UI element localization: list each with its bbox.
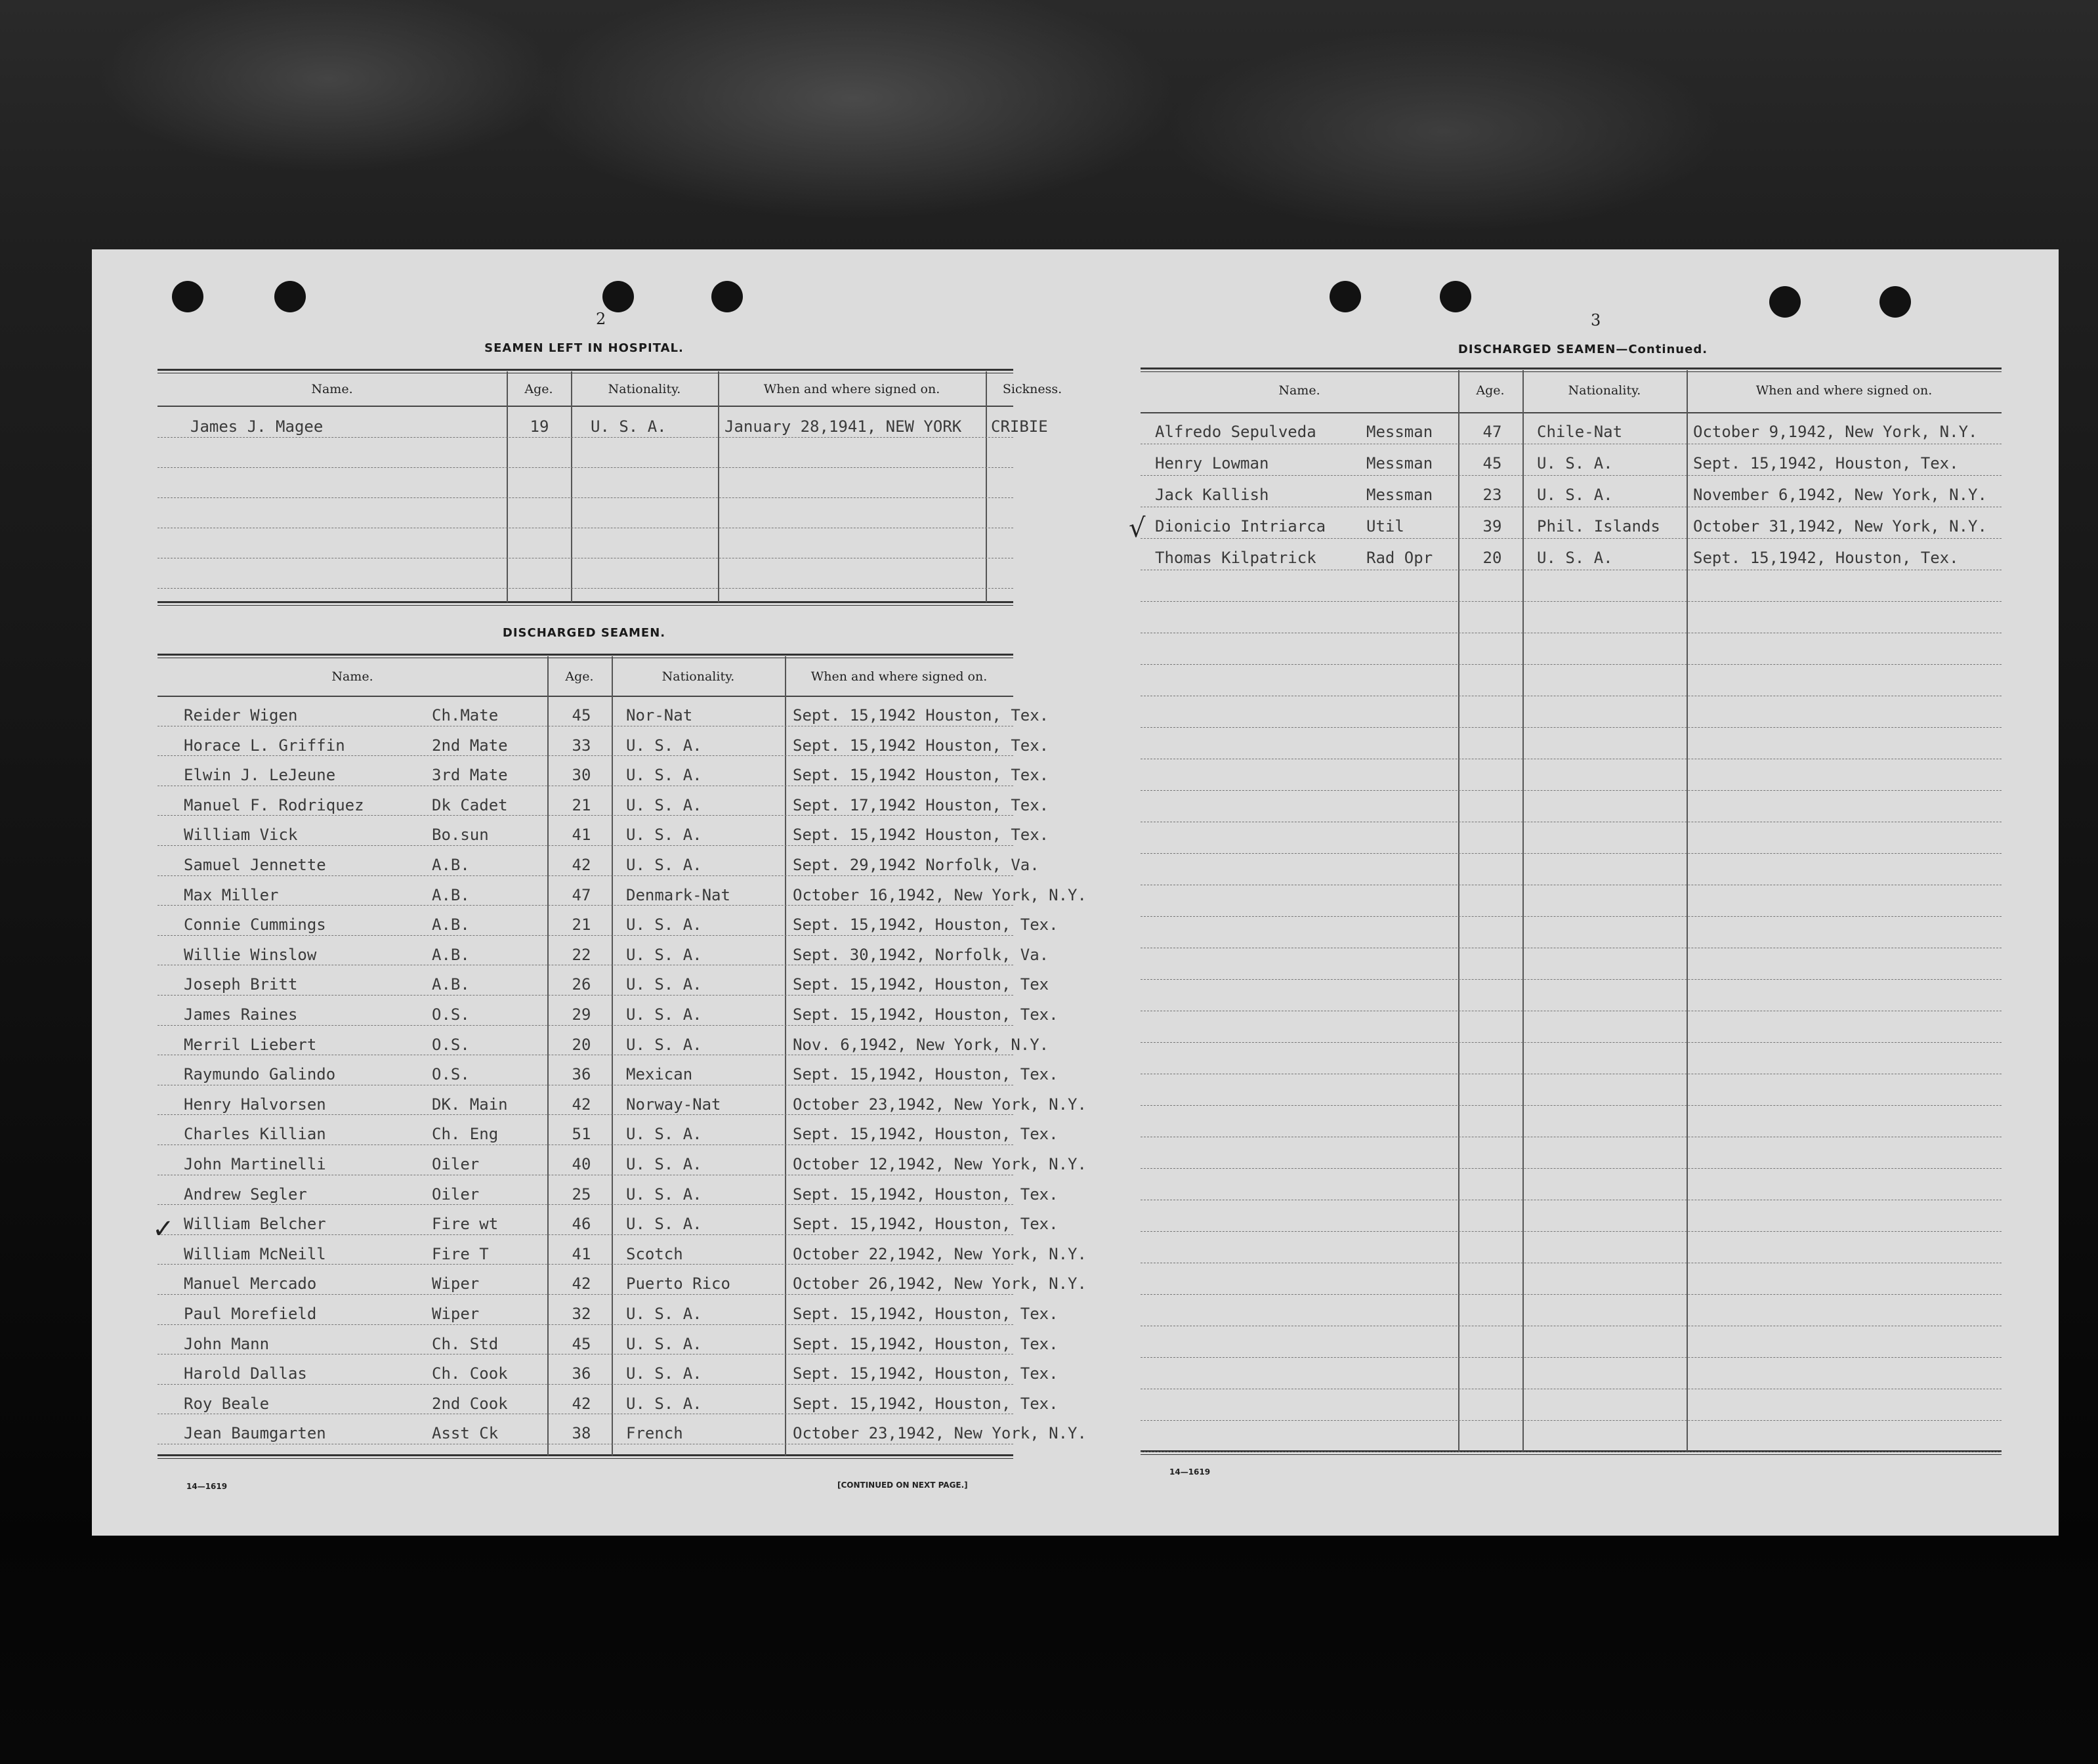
- column-header: When and where signed on.: [810, 669, 988, 684]
- seaman-age: 51: [572, 1125, 591, 1144]
- seaman-rating: Messman: [1366, 423, 1433, 441]
- seaman-rating: Dk Cadet: [432, 795, 508, 814]
- seaman-name: Max Miller: [184, 885, 279, 904]
- table-row: [157, 848, 1039, 877]
- seaman-rating: A.B.: [432, 975, 470, 994]
- punch-hole: [1879, 286, 1911, 318]
- table-row: [157, 1327, 1059, 1356]
- signed-on: Sept. 15,1942, Houston, Tex.: [793, 1215, 1059, 1234]
- seaman-rating: Messman: [1366, 454, 1433, 472]
- row-rule: [1141, 475, 2002, 476]
- table-row: [157, 967, 1049, 996]
- seaman-rating: A.B.: [432, 945, 470, 964]
- seaman-nationality: Phil. Islands: [1537, 517, 1660, 536]
- seaman-rating: Fire wt: [432, 1215, 499, 1234]
- signed-on: October 12,1942, New York, N.Y.: [793, 1155, 1087, 1173]
- column-divider: [718, 371, 719, 602]
- section-title-discharged-continued: DISCHARGED SEAMEN—Continued.: [1458, 343, 1708, 356]
- seaman-name: Jack Kallish: [1155, 486, 1269, 504]
- seaman-rating: Util: [1366, 517, 1404, 536]
- signed-on: October 31,1942, New York, N.Y.: [1693, 517, 1987, 536]
- row-rule: [1141, 601, 2002, 602]
- column-divider: [507, 371, 508, 602]
- check-mark: ✓: [152, 1214, 175, 1244]
- seaman-rating: Asst Ck: [432, 1424, 499, 1443]
- seaman-rating: Wiper: [432, 1305, 480, 1323]
- seaman-name: John Martinelli: [184, 1155, 326, 1173]
- signed-on: Sept. 15,1942 Houston, Tex.: [793, 736, 1049, 755]
- table-row: [157, 1087, 1087, 1116]
- seaman-age: 42: [572, 856, 591, 874]
- column-header: Sickness.: [1002, 382, 1062, 396]
- discharged-continued-table: [1141, 368, 2002, 1452]
- table-row: [157, 938, 1049, 967]
- check-mark: √: [1129, 513, 1146, 543]
- discharged-table: [157, 654, 1087, 1456]
- row-rule: [1141, 1105, 2002, 1106]
- row-rule: [1141, 664, 2002, 665]
- table-top-rule: [157, 654, 1013, 658]
- seaman-nationality: U. S. A.: [1537, 454, 1613, 472]
- seaman-name: Henry Halvorsen: [184, 1095, 326, 1114]
- seaman-name: James J. Magee: [190, 417, 324, 436]
- seaman-age: 22: [572, 945, 591, 964]
- seaman-name: Manuel Mercado: [184, 1274, 317, 1293]
- seaman-age: 47: [572, 885, 591, 904]
- row-rule: [1141, 1042, 2002, 1043]
- seaman-name: Samuel Jennette: [184, 856, 326, 874]
- seaman-rating: O.S.: [432, 1065, 470, 1084]
- row-rule: [1141, 1294, 2002, 1295]
- seaman-age: 20: [572, 1035, 591, 1054]
- punch-hole: [1769, 286, 1801, 318]
- column-header: Age.: [1476, 383, 1505, 398]
- seaman-nationality: Mexican: [626, 1065, 693, 1084]
- seaman-name: Manuel F. Rodriquez: [184, 795, 364, 814]
- header-rule: [1141, 412, 2002, 413]
- table-row: [157, 1267, 1087, 1295]
- seaman-nationality: U. S. A.: [591, 417, 667, 436]
- seaman-nationality: Scotch: [626, 1244, 683, 1263]
- seaman-nationality: U. S. A.: [626, 1305, 702, 1323]
- table-row: [1141, 541, 2002, 570]
- seaman-name: Merril Liebert: [184, 1035, 317, 1054]
- seaman-age: 25: [572, 1185, 591, 1204]
- seaman-name: Willie Winslow: [184, 945, 317, 964]
- seaman-rating: Ch. Eng: [432, 1125, 499, 1144]
- column-header: Nationality.: [1568, 383, 1641, 398]
- hospital-table: [157, 369, 1062, 602]
- seaman-rating: Messman: [1366, 486, 1433, 504]
- table-row: [157, 758, 1049, 787]
- column-header: Nationality.: [608, 382, 681, 396]
- seaman-age: 47: [1482, 423, 1502, 441]
- table-bottom-rule: [157, 601, 1013, 606]
- punch-hole: [274, 281, 306, 312]
- punch-hole: [1330, 281, 1361, 312]
- signed-on: Sept. 15,1942, Houston, Tex.: [793, 1005, 1059, 1024]
- header-rule: [157, 696, 1013, 697]
- table-row: [1141, 415, 2002, 444]
- seaman-nationality: U. S. A.: [626, 826, 702, 845]
- row-rule: [1141, 1231, 2002, 1232]
- seaman-name: Reider Wigen: [184, 706, 298, 724]
- seaman-name: Paul Morefield: [184, 1305, 317, 1323]
- seaman-rating: A.B.: [432, 885, 470, 904]
- table-row: [157, 1387, 1059, 1416]
- table-row: [157, 1297, 1059, 1326]
- table-row: [157, 788, 1049, 817]
- seaman-age: 21: [572, 915, 591, 934]
- table-row: [157, 1117, 1059, 1146]
- row-rule: [157, 588, 1013, 589]
- seaman-rating: Ch. Cook: [432, 1364, 508, 1383]
- seaman-rating: A.B.: [432, 856, 470, 874]
- seaman-name: James Raines: [184, 1005, 298, 1024]
- seaman-age: 42: [572, 1274, 591, 1293]
- punch-hole: [1440, 281, 1471, 312]
- seaman-nationality: U. S. A.: [626, 1035, 702, 1054]
- signed-on: October 16,1942, New York, N.Y.: [793, 885, 1087, 904]
- seaman-nationality: Puerto Rico: [626, 1274, 730, 1293]
- seaman-rating: DK. Main: [432, 1095, 508, 1114]
- seaman-age: 45: [572, 706, 591, 724]
- seaman-nationality: U. S. A.: [626, 1334, 702, 1353]
- seaman-nationality: U. S. A.: [626, 975, 702, 994]
- seaman-age: 30: [572, 766, 591, 785]
- signed-on: Sept. 17,1942 Houston, Tex.: [793, 795, 1049, 814]
- signed-on: Sept. 15,1942 Houston, Tex.: [793, 766, 1049, 785]
- signed-on: October 23,1942, New York, N.Y.: [793, 1424, 1087, 1443]
- seaman-nationality: U. S. A.: [626, 1394, 702, 1413]
- seaman-age: 39: [1482, 517, 1502, 536]
- row-rule: [157, 467, 1013, 468]
- seaman-nationality: U. S. A.: [626, 1215, 702, 1234]
- table-row: [157, 728, 1049, 757]
- seaman-age: 42: [572, 1095, 591, 1114]
- signed-on: October 26,1942, New York, N.Y.: [793, 1274, 1087, 1293]
- row-rule: [1141, 979, 2002, 980]
- seaman-age: 36: [572, 1364, 591, 1383]
- seaman-nationality: U. S. A.: [626, 1005, 702, 1024]
- table-row: [157, 998, 1059, 1026]
- column-divider: [571, 371, 572, 602]
- signed-on: Sept. 15,1942, Houston, Tex.: [793, 1394, 1059, 1413]
- table-row: [157, 878, 1087, 907]
- seaman-name: Thomas Kilpatrick: [1155, 549, 1316, 567]
- seaman-age: 42: [572, 1394, 591, 1413]
- row-rule: [1141, 538, 2002, 539]
- signed-on: Sept. 15,1942, Houston, Tex.: [793, 1065, 1059, 1084]
- table-row: [157, 1057, 1059, 1086]
- seaman-name: Joseph Britt: [184, 975, 298, 994]
- seaman-rating: 3rd Mate: [432, 766, 508, 785]
- row-rule: [1141, 790, 2002, 791]
- table-row: [157, 1356, 1059, 1385]
- seaman-nationality: Nor-Nat: [626, 706, 693, 724]
- row-rule: [1141, 727, 2002, 728]
- seaman-name: Charles Killian: [184, 1125, 326, 1144]
- seaman-nationality: Denmark-Nat: [626, 885, 730, 904]
- seaman-rating: 2nd Cook: [432, 1394, 508, 1413]
- signed-on: Sept. 15,1942 Houston, Tex.: [793, 826, 1049, 845]
- seaman-name: Raymundo Galindo: [184, 1065, 336, 1084]
- seaman-age: 36: [572, 1065, 591, 1084]
- seaman-nationality: U. S. A.: [1537, 549, 1613, 567]
- seaman-age: 41: [572, 1244, 591, 1263]
- signed-on: Sept. 15,1942, Houston, Tex: [793, 975, 1049, 994]
- seaman-name: William Vick: [184, 826, 298, 845]
- section-title-hospital: SEAMEN LEFT IN HOSPITAL.: [484, 341, 684, 355]
- section-title-discharged: DISCHARGED SEAMEN.: [502, 626, 666, 640]
- punch-hole: [602, 281, 634, 312]
- signed-on: Sept. 15,1942, Houston, Tex.: [1693, 549, 1959, 567]
- table-row: [157, 1416, 1087, 1445]
- seaman-nationality: U. S. A.: [626, 766, 702, 785]
- seaman-age: 40: [572, 1155, 591, 1173]
- seaman-age: 33: [572, 736, 591, 755]
- signed-on: Sept. 15,1942, Houston, Tex.: [793, 1305, 1059, 1323]
- table-row: [157, 1237, 1087, 1266]
- seaman-name: Jean Baumgarten: [184, 1424, 326, 1443]
- row-rule: [157, 497, 1013, 498]
- signed-on: Sept. 15,1942, Houston, Tex.: [1693, 454, 1959, 472]
- seaman-nationality: U. S. A.: [626, 1185, 702, 1204]
- seaman-rating: Ch.Mate: [432, 706, 499, 724]
- seaman-nationality: U. S. A.: [1537, 486, 1613, 504]
- table-top-rule: [157, 369, 1013, 373]
- seaman-name: Harold Dallas: [184, 1364, 307, 1383]
- table-bottom-rule: [157, 1454, 1013, 1459]
- column-header: Age.: [524, 382, 553, 396]
- seaman-name: Elwin J. LeJeune: [184, 766, 336, 785]
- seaman-nationality: U. S. A.: [626, 1155, 702, 1173]
- table-row: [157, 1147, 1087, 1176]
- seaman-nationality: U. S. A.: [626, 915, 702, 934]
- signed-on: Sept. 15,1942, Houston, Tex.: [793, 1364, 1059, 1383]
- table-top-rule: [1141, 368, 2002, 372]
- seaman-age: 20: [1482, 549, 1502, 567]
- table-row: [157, 818, 1049, 847]
- seaman-name: Horace L. Griffin: [184, 736, 345, 755]
- seaman-rating: Fire T: [432, 1244, 489, 1263]
- seaman-rating: O.S.: [432, 1005, 470, 1024]
- sickness: CRIBIE: [991, 417, 1048, 436]
- table-row: [157, 410, 1048, 438]
- seaman-age: 46: [572, 1215, 591, 1234]
- seaman-rating: Rad Opr: [1366, 549, 1433, 567]
- column-header: Nationality.: [661, 669, 735, 684]
- seaman-rating: O.S.: [432, 1035, 470, 1054]
- punch-hole: [172, 281, 203, 312]
- seaman-rating: A.B.: [432, 915, 470, 934]
- column-header: Age.: [565, 669, 594, 684]
- seaman-age: 19: [530, 417, 549, 436]
- seaman-name: Alfredo Sepulveda: [1155, 423, 1316, 441]
- signed-on: Sept. 15,1942, Houston, Tex.: [793, 1125, 1059, 1144]
- page-number: 2: [596, 310, 606, 328]
- column-header: When and where signed on.: [763, 382, 940, 396]
- column-divider: [986, 371, 987, 602]
- table-row: [1141, 478, 2002, 507]
- continued-note: [CONTINUED ON NEXT PAGE.]: [837, 1480, 968, 1490]
- signed-on: Sept. 29,1942 Norfolk, Va.: [793, 856, 1039, 874]
- seaman-age: 29: [572, 1005, 591, 1024]
- signed-on: Sept. 15,1942, Houston, Tex.: [793, 1334, 1059, 1353]
- table-row: [157, 1028, 1049, 1057]
- seaman-name: Andrew Segler: [184, 1185, 307, 1204]
- row-rule: [1141, 1357, 2002, 1358]
- seaman-name: William McNeill: [184, 1244, 326, 1263]
- document-sheet: [92, 249, 2059, 1536]
- column-header: Name.: [1278, 383, 1320, 398]
- seaman-age: 45: [572, 1334, 591, 1353]
- seaman-rating: Wiper: [432, 1274, 480, 1293]
- table-row: [157, 1207, 1059, 1236]
- header-rule: [157, 406, 1013, 407]
- seaman-nationality: U. S. A.: [626, 795, 702, 814]
- seaman-age: 45: [1482, 454, 1502, 472]
- signed-on: January 28,1941, NEW YORK: [724, 417, 962, 436]
- column-header: Name.: [331, 669, 373, 684]
- seaman-name: William Belcher: [184, 1215, 326, 1234]
- row-rule: [1141, 853, 2002, 854]
- form-number: 14—1619: [186, 1482, 228, 1491]
- table-row: [157, 698, 1049, 727]
- row-rule: [1141, 1420, 2002, 1421]
- seaman-nationality: U. S. A.: [626, 736, 702, 755]
- seaman-nationality: U. S. A.: [626, 856, 702, 874]
- page-number: 3: [1591, 311, 1601, 329]
- row-rule: [1141, 1168, 2002, 1169]
- signed-on: Sept. 15,1942, Houston, Tex.: [793, 1185, 1059, 1204]
- signed-on: Sept. 15,1942 Houston, Tex.: [793, 706, 1049, 724]
- signed-on: October 23,1942, New York, N.Y.: [793, 1095, 1087, 1114]
- seaman-age: 38: [572, 1424, 591, 1443]
- seaman-age: 23: [1482, 486, 1502, 504]
- column-header: Name.: [311, 382, 353, 396]
- seaman-age: 32: [572, 1305, 591, 1323]
- seaman-nationality: Chile-Nat: [1537, 423, 1623, 441]
- signed-on: Sept. 15,1942, Houston, Tex.: [793, 915, 1059, 934]
- seaman-rating: Bo.sun: [432, 826, 489, 845]
- seaman-age: 41: [572, 826, 591, 845]
- table-row: [157, 908, 1059, 936]
- seaman-rating: Oiler: [432, 1155, 480, 1173]
- seaman-nationality: Norway-Nat: [626, 1095, 721, 1114]
- signed-on: Nov. 6,1942, New York, N.Y.: [793, 1035, 1049, 1054]
- punch-hole: [711, 281, 743, 312]
- seaman-name: John Mann: [184, 1334, 270, 1353]
- seaman-name: Roy Beale: [184, 1394, 270, 1413]
- seaman-nationality: U. S. A.: [626, 1125, 702, 1144]
- signed-on: October 9,1942, New York, N.Y.: [1693, 423, 1978, 441]
- seaman-name: Henry Lowman: [1155, 454, 1269, 472]
- column-header: When and where signed on.: [1755, 383, 1933, 398]
- signed-on: October 22,1942, New York, N.Y.: [793, 1244, 1087, 1263]
- seaman-rating: 2nd Mate: [432, 736, 508, 755]
- table-row: [157, 1177, 1059, 1206]
- signed-on: Sept. 30,1942, Norfolk, Va.: [793, 945, 1049, 964]
- seaman-age: 21: [572, 795, 591, 814]
- seaman-nationality: U. S. A.: [626, 945, 702, 964]
- seaman-age: 26: [572, 975, 591, 994]
- signed-on: November 6,1942, New York, N.Y.: [1693, 486, 1987, 504]
- table-row: [1141, 446, 2002, 475]
- row-rule: [1141, 916, 2002, 917]
- seaman-rating: Ch. Std: [432, 1334, 499, 1353]
- table-row: [1141, 509, 2002, 538]
- seaman-name: Connie Cummings: [184, 915, 326, 934]
- form-number: 14—1619: [1169, 1467, 1211, 1477]
- seaman-name: Dionicio Intriarca: [1155, 517, 1326, 536]
- seaman-nationality: U. S. A.: [626, 1364, 702, 1383]
- seaman-nationality: French: [626, 1424, 683, 1443]
- seaman-rating: Oiler: [432, 1185, 480, 1204]
